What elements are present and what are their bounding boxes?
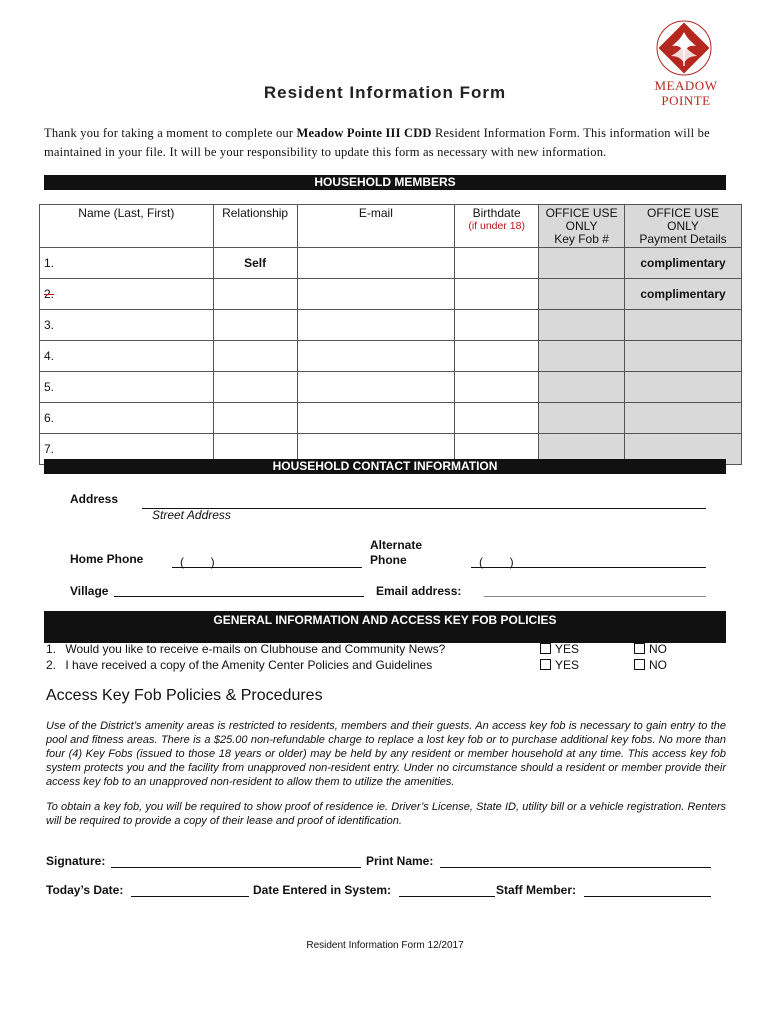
header-keyfob-line-1: OFFICE USE xyxy=(545,206,618,220)
meadow-pointe-emblem-icon xyxy=(654,18,714,78)
header-name: Name (Last, First) xyxy=(40,205,214,248)
question-2-number: 2. xyxy=(46,658,57,672)
row-number: 3. xyxy=(40,310,214,341)
payment-cell: complimentary xyxy=(625,248,742,279)
alternate-phone-paren: ( ) xyxy=(479,555,514,569)
keyfob-cell xyxy=(539,403,625,434)
question-2-yes-label: YES xyxy=(555,658,580,672)
intro-district-name: Meadow Pointe III CDD xyxy=(296,126,432,140)
date-entered-field[interactable] xyxy=(399,884,495,897)
header-payment-line-1: OFFICE USE xyxy=(647,206,720,220)
relationship-cell[interactable] xyxy=(213,403,297,434)
signature-label: Signature: xyxy=(46,854,106,868)
header-birthdate-label: Birthdate xyxy=(472,206,521,220)
alternate-phone-field[interactable] xyxy=(471,553,706,568)
payment-cell xyxy=(625,403,742,434)
table-row xyxy=(40,310,742,341)
policies-paragraph-1: Use of the District’s amenity areas is restricted to residents, members and their guests. An access key fob is necessary to gain entry to the pool and fitness areas. There is a $25.00 non-refundable charge to replace a lost key fob or to purchase additional key fobs. No more than four (4) Key Fobs (issued to those 18 years or older) may be held by any resident or member household at any time. This access key fob system protects you and the facility from unapproved non-resident entry. Under no circumstance should a resident or member provide their access key fob to an unapproved non-resident to allow them to utilize the amenities. xyxy=(46,720,726,788)
question-1-number: 1. xyxy=(46,642,57,656)
row-number: 7. xyxy=(40,434,214,465)
checkbox-icon xyxy=(634,659,645,670)
header-keyfob xyxy=(539,205,625,248)
keyfob-cell xyxy=(539,341,625,372)
keyfob-cell xyxy=(539,279,625,310)
general-information-bar: GENERAL INFORMATION AND ACCESS KEY FOB POLICIES xyxy=(44,611,726,643)
question-1-yes-label: YES xyxy=(555,642,580,656)
relationship-cell[interactable] xyxy=(213,310,297,341)
email-cell[interactable] xyxy=(297,310,455,341)
relationship-cell[interactable]: Self xyxy=(213,248,297,279)
question-2-yes-option[interactable] xyxy=(540,658,579,672)
household-contact-bar: HOUSEHOLD CONTACT INFORMATION xyxy=(44,459,726,474)
birthdate-cell[interactable] xyxy=(455,372,539,403)
birthdate-cell[interactable] xyxy=(455,248,539,279)
policies-paragraph-2: To obtain a key fob, you will be required to show proof of residence ie. Driver’s License, State ID, utility bill or a vehicle registration. Renters will be required to provide a copy of their lease and proof of identification. xyxy=(46,801,726,827)
form-footer: Resident Information Form 12/2017 xyxy=(306,940,464,951)
household-members-table xyxy=(39,204,742,465)
header-email: E-mail xyxy=(297,205,455,248)
email-cell[interactable] xyxy=(297,248,455,279)
question-2-text: I have received a copy of the Amenity Center Policies and Guidelines xyxy=(65,658,433,672)
header-birthdate xyxy=(455,205,539,248)
header-payment xyxy=(625,205,742,248)
row-number: 2. xyxy=(40,279,214,310)
payment-cell xyxy=(625,372,742,403)
email-cell[interactable] xyxy=(297,341,455,372)
village-field[interactable] xyxy=(114,584,364,597)
relationship-cell[interactable] xyxy=(213,372,297,403)
household-members-bar: HOUSEHOLD MEMBERS xyxy=(44,175,726,190)
table-row xyxy=(40,372,742,403)
payment-cell xyxy=(625,341,742,372)
relationship-cell[interactable] xyxy=(213,341,297,372)
question-1 xyxy=(46,642,445,656)
question-2 xyxy=(46,658,432,672)
row-number: 5. xyxy=(40,372,214,403)
table-row xyxy=(40,341,742,372)
alternate-phone-label-line-2: Phone xyxy=(370,553,407,567)
print-name-field[interactable] xyxy=(440,855,711,868)
intro-text-2: Resident Information Form. This information will be maintained in your file. It will be your responsibility to update this form as necessary with new information. xyxy=(44,126,710,159)
relationship-cell[interactable] xyxy=(213,279,297,310)
header-payment-line-2: ONLY xyxy=(667,219,699,233)
email-address-field[interactable] xyxy=(484,584,706,597)
birthdate-cell[interactable] xyxy=(455,403,539,434)
email-address-label: Email address: xyxy=(376,584,462,598)
row-number: 1. xyxy=(40,248,214,279)
keyfob-cell xyxy=(539,248,625,279)
logo-line-1: MEADOW xyxy=(654,78,718,93)
staff-member-field[interactable] xyxy=(584,884,711,897)
intro-text-1: Thank you for taking a moment to complete our xyxy=(44,126,297,140)
birthdate-cell[interactable] xyxy=(455,279,539,310)
village-label: Village xyxy=(70,584,109,598)
birthdate-cell[interactable] xyxy=(455,310,539,341)
table-row xyxy=(40,403,742,434)
alternate-phone-label xyxy=(370,538,422,568)
payment-cell: complimentary xyxy=(625,279,742,310)
question-1-no-label: NO xyxy=(649,642,667,656)
household-header-row xyxy=(40,205,742,248)
email-cell[interactable] xyxy=(297,403,455,434)
question-2-no-label: NO xyxy=(649,658,667,672)
row-number: 4. xyxy=(40,341,214,372)
form-title: Resident Information Form xyxy=(263,83,507,102)
header-keyfob-line-3: Key Fob # xyxy=(554,232,609,246)
keyfob-cell xyxy=(539,372,625,403)
birthdate-cell[interactable] xyxy=(455,341,539,372)
table-row xyxy=(40,248,742,279)
checkbox-icon xyxy=(634,643,645,654)
alternate-phone-label-line-1: Alternate xyxy=(370,538,423,552)
header-keyfob-line-2: ONLY xyxy=(565,219,598,233)
checkbox-icon xyxy=(540,659,551,670)
print-name-label: Print Name: xyxy=(366,854,434,868)
email-cell[interactable] xyxy=(297,372,455,403)
logo-line-2: POINTE xyxy=(661,93,711,108)
table-row xyxy=(40,279,742,310)
question-1-text: Would you like to receive e-mails on Clubhouse and Community News? xyxy=(65,642,446,656)
payment-cell xyxy=(625,310,742,341)
todays-date-field[interactable] xyxy=(131,884,249,897)
home-phone-field[interactable] xyxy=(172,553,362,568)
question-1-no-option[interactable] xyxy=(634,642,667,656)
row-number: 6. xyxy=(40,403,214,434)
todays-date-label: Today’s Date: xyxy=(46,883,124,897)
email-cell[interactable] xyxy=(297,279,455,310)
header-birthdate-note: (if under 18) xyxy=(468,220,525,232)
address-label: Address xyxy=(70,492,119,506)
question-2-no-option[interactable] xyxy=(634,658,667,672)
home-phone-label: Home Phone xyxy=(70,552,144,566)
date-entered-label: Date Entered in System: xyxy=(253,883,392,897)
header-relationship: Relationship xyxy=(213,205,297,248)
keyfob-cell xyxy=(539,310,625,341)
street-address-hint: Street Address xyxy=(152,508,231,522)
staff-member-label: Staff Member: xyxy=(496,883,577,897)
policies-heading: Access Key Fob Policies & Procedures xyxy=(46,687,323,704)
intro-paragraph xyxy=(44,124,734,162)
question-1-yes-option[interactable] xyxy=(540,642,579,656)
header-payment-line-3: Payment Details xyxy=(639,232,727,246)
signature-field[interactable] xyxy=(111,855,361,868)
home-phone-paren: ( ) xyxy=(180,555,215,569)
checkbox-icon xyxy=(540,643,551,654)
